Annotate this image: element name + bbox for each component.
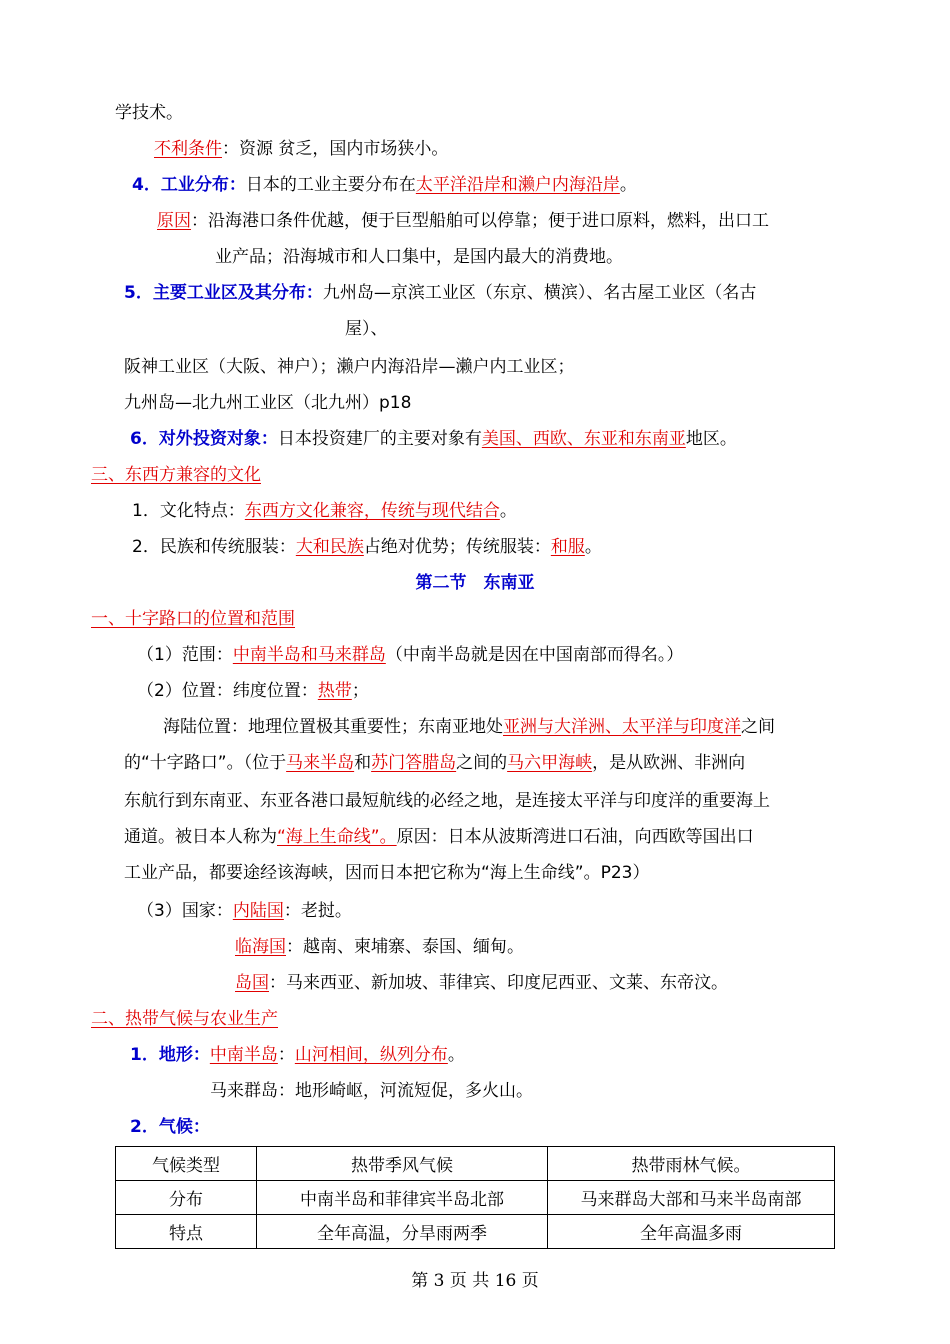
text-line: 业产品；沿海城市和人口集中，是国内最大的消费地。 (215, 247, 623, 267)
table-cell: 特点 (116, 1215, 257, 1249)
text-line: 九州岛—北九州工业区（北九州）p18 (124, 393, 412, 413)
text-line: 原因：沿海港口条件优越，便于巨型船舶可以停靠；便于进口原料，燃料，出口工 (157, 211, 769, 231)
text-line: 岛国：马来西亚、新加坡、菲律宾、印度尼西亚、文莱、东帝汶。 (235, 973, 728, 993)
item-heading: 1．地形： (130, 1045, 210, 1065)
text-line: 阪神工业区（大阪、神户）；濑户内海沿岸—濑户内工业区； (124, 357, 575, 377)
section-heading: 二、热带气候与农业生产 (91, 1009, 278, 1029)
text-line: 1．文化特点：东西方文化兼容，传统与现代结合。 (132, 501, 517, 521)
item-heading: 2．气候： (130, 1117, 210, 1137)
item-heading: 4．工业分布： (132, 175, 246, 195)
text-line: 通道。被日本人称为“海上生命线”。原因：日本从波斯湾进口石油，向西欧等国出口 (124, 827, 754, 847)
table-header-cell: 热带季风气候 (257, 1147, 548, 1181)
text-line: 海陆位置：地理位置极其重要性；东南亚地处亚洲与大洋洲、太平洋与印度洋之间 (163, 717, 775, 737)
table-header-cell: 热带雨林气候。 (548, 1147, 835, 1181)
text-line: 东航行到东南亚、东亚各港口最短航线的必经之地，是连接太平洋与印度洋的重要海上 (124, 791, 770, 811)
text-line: 4．工业分布：日本的工业主要分布在太平洋沿岸和濑户内海沿岸。 (132, 175, 637, 195)
page-footer: 第 3 页 共 16 页 (411, 1271, 539, 1291)
text-line: 2．民族和传统服装：大和民族占绝对优势；传统服装：和服。 (132, 537, 602, 557)
text-line: 工业产品，都要途经该海峡，因而日本把它称为“海上生命线”。P23） (124, 863, 650, 883)
text-line: 5．主要工业区及其分布：九州岛—京滨工业区（东京、横滨）、名古屋工业区（名古 (124, 283, 757, 303)
text-line (130, 1115, 210, 1139)
text-line: （3）国家：内陆国：老挝。 (137, 901, 352, 921)
table-row (116, 1181, 835, 1215)
text-line: 不利条件：资源 贫乏，国内市场狭小。 (154, 139, 449, 159)
item-heading: 6．对外投资对象： (130, 429, 278, 449)
table-header-row (116, 1147, 835, 1181)
text-line: 学技术。 (115, 103, 183, 123)
table-row (116, 1215, 835, 1249)
table-cell: 分布 (116, 1181, 257, 1215)
table-cell: 马来群岛大部和马来半岛南部 (548, 1181, 835, 1215)
climate-table (115, 1146, 835, 1249)
text-line: 6．对外投资对象：日本投资建厂的主要对象有美国、西欧、东亚和东南亚地区。 (130, 429, 737, 449)
term-unfavorable-conditions: 不利条件 (154, 139, 222, 159)
table-cell: 全年高温多雨 (548, 1215, 835, 1249)
text-line: （1）范围：中南半岛和马来群岛（中南半岛就是因在中国南部而得名。） (137, 645, 684, 665)
term-reason: 原因 (157, 211, 191, 231)
table-cell: 中南半岛和菲律宾半岛北部 (257, 1181, 548, 1215)
text-line: 1．地形：中南半岛：山河相间，纵列分布。 (130, 1045, 465, 1065)
section-title: 第二节 东南亚 (415, 573, 535, 593)
text-line: （2）位置：纬度位置：热带； (137, 681, 369, 701)
item-heading: 5．主要工业区及其分布： (124, 283, 323, 303)
text-line: 临海国：越南、柬埔寨、泰国、缅甸。 (235, 937, 524, 957)
table-header-cell: 气候类型 (116, 1147, 257, 1181)
section-heading: 一、十字路口的位置和范围 (91, 609, 295, 629)
text-line: 马来群岛：地形崎岖，河流短促，多火山。 (210, 1081, 533, 1101)
section-heading: 三、东西方兼容的文化 (91, 465, 261, 485)
text-line: 的“十字路口”。（位于马来半岛和苏门答腊岛之间的马六甲海峡，是从欧洲、非洲向 (124, 753, 746, 773)
table-cell: 全年高温，分旱雨两季 (257, 1215, 548, 1249)
text-line: 屋）、 (345, 319, 388, 339)
